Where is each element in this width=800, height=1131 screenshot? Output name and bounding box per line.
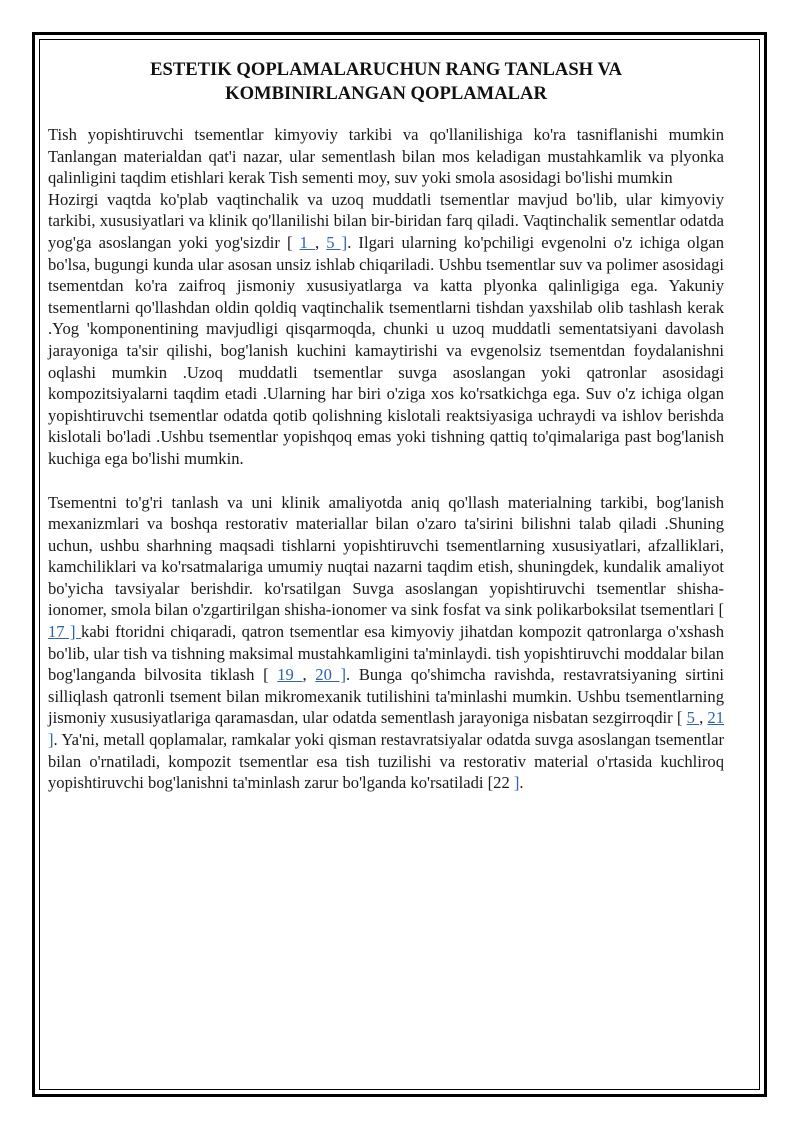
paragraph-3-text-a: Tsementni to'g'ri tanlash va uni klinik amaliyotda aniq qo'llash materialning tarkibi, bog'lanish mexanizmlari va boshqa restorativ materiallar bilan o'zaro ta'sirini bilishni talab qiladi .Shuning uchun, ushbu sharhning maqsadi tishlarni yopishtiruvchi tsementlarning xususiyatlari, afzalliklari, kamchiliklari va ko'rsatmalariga umumiy nuqtai nazarni taqdim etish, shuningdek, kundalik amaliyot bo'yicha tavsiyalar berishdir. ko'rsatilgan Suvga asoslangan yopishtiruvchi tsementlar shisha-ionomer, smola bilan o'zgartirilgan shisha-ionomer va sink fosfat va sink polikarboksilat tsementlari [ bbox=[48, 492, 724, 620]
paragraph-3-text-b: kabi ftoridni chiqaradi, qatron tsementlar esa kimyoviy jihatdan kompozit qatronlarga o'xshash bo'lib, ular tish va tishning maksimal mustahkamligini ta'minlaydi. tish yopishtiruvchi moddalar bilan bog'langanda bilvosita tiklash [ bbox=[48, 622, 725, 685]
paragraph-3-text-e: , bbox=[699, 708, 708, 728]
citation-link-22[interactable]: ] bbox=[513, 773, 520, 793]
paragraph-3-text-c: , bbox=[302, 665, 316, 685]
paragraph-3-text-g: . bbox=[519, 773, 524, 793]
paragraph-2-text-a: Hozirgi vaqtda ko'plab vaqtinchalik va uzoq muddatli tsementlar mavjud bo'lib, ular kimyoviy tarkibi, xususiyatlari va klinik qo'llanilishi bilan bir-biridan farq qiladi. Vaqtinchalik sementlar odatda yog'ga asoslangan yoki yog'sizdir [ bbox=[48, 189, 724, 252]
citation-link-19[interactable]: 19 bbox=[277, 665, 303, 685]
paragraph-3 bbox=[48, 492, 724, 794]
citation-link-5[interactable]: 5 ] bbox=[326, 232, 348, 252]
paragraph-3-text-d: . Bunga qo'shimcha ravishda, restavratsiyaning sirtini silliqlash qatronli tsement bilan mikromexanik tutilishini ta'minlashi mumkin. Ushbu tsementlarning jismoniy xususiyatlariga qaramasdan, ular odatda sementlash jarayoniga nisbatan sezgirroqdir [ bbox=[48, 665, 725, 728]
paragraph-2-text-b: , bbox=[315, 232, 327, 252]
paragraph-2-text-c: . Ilgari ularning ko'pchiligi evgenolni o'z ichiga olgan bo'lsa, bugungi kunda ular asosan unsiz ishlab chiqariladi. Ushbu tsementlar suv va polimer asosidagi tsementdan ko'ra zaifroq jismoniy xususiyatlarga va katta plyonka qalinligiga ega. Yakuniy tsementlarni qo'llashdan oldin qoldiq vaqtinchalik tsementlarni tishdan yaxshilab olib tashlash kerak .Yog 'komponentining mavjudligi qisqarmoqda, chunki u uzoq muddatli sementatsiyani davolash jarayoniga ta'sir qilishi, bog'lanish kuchini kamaytirishi va evgenolsiz tsementdan foydalanishni oqlashi mumkin .Uzoq muddatli tsementlar suvga asoslangan yoki qatronlar asosidagi kompozitsiyalarni taqdim etadi .Ularning har biri o'ziga xos ko'rsatkichga ega. Suv o'z ichiga olgan yopishtiruvchi tsementlar odatda qotib qolishning kislotali reaktsiyasiga uchraydi va ishlov berishda kislotali bo'ladi .Ushbu tsementlar yopishqoq emas yoki tishning qattiq to'qimalariga past bog'lanish kuchiga ega bo'lishi mumkin. bbox=[48, 232, 725, 468]
citation-link-5b[interactable]: 5 bbox=[686, 708, 700, 728]
citation-link-17[interactable]: 17 ] bbox=[48, 622, 82, 642]
paragraph-1: Tish yopishtiruvchi tsementlar kimyoviy tarkibi va qo'llanilishiga ko'ra tasniflanishi mumkin Tanlangan materialdan qat'i nazar, ular sementlash bilan mos keladigan mustahkamlik va plyonka qalinligini taqdim etishlari kerak Tish sementi moy, suv yoki smola asosidagi bo'lishi mumkin bbox=[48, 125, 724, 188]
document-body bbox=[48, 58, 724, 794]
paragraph-2 bbox=[48, 189, 724, 470]
paragraph-3-text-f: . Ya'ni, metall qoplamalar, ramkalar yoki qisman restavratsiyalar odatda suvga asoslangan tsementlar bilan o'rnatiladi, kompozit tsementlar esa tish tuzilishi va restorativ material o'rtasida kuchliroq yopishtiruvchi bog'lanishni ta'minlash zarur bo'lganda ko'rsatiladi [22 bbox=[48, 730, 724, 793]
citation-link-1[interactable]: 1 bbox=[299, 232, 316, 252]
paragraph-gap bbox=[48, 470, 724, 492]
document-title: ESTETIK QOPLAMALARUCHUN RANG TANLASH VA KOMBINIRLANGAN QOPLAMALAR bbox=[150, 59, 622, 104]
citation-link-20[interactable]: 20 ] bbox=[315, 665, 347, 685]
citation-link-21[interactable]: 21 ] bbox=[48, 708, 724, 750]
